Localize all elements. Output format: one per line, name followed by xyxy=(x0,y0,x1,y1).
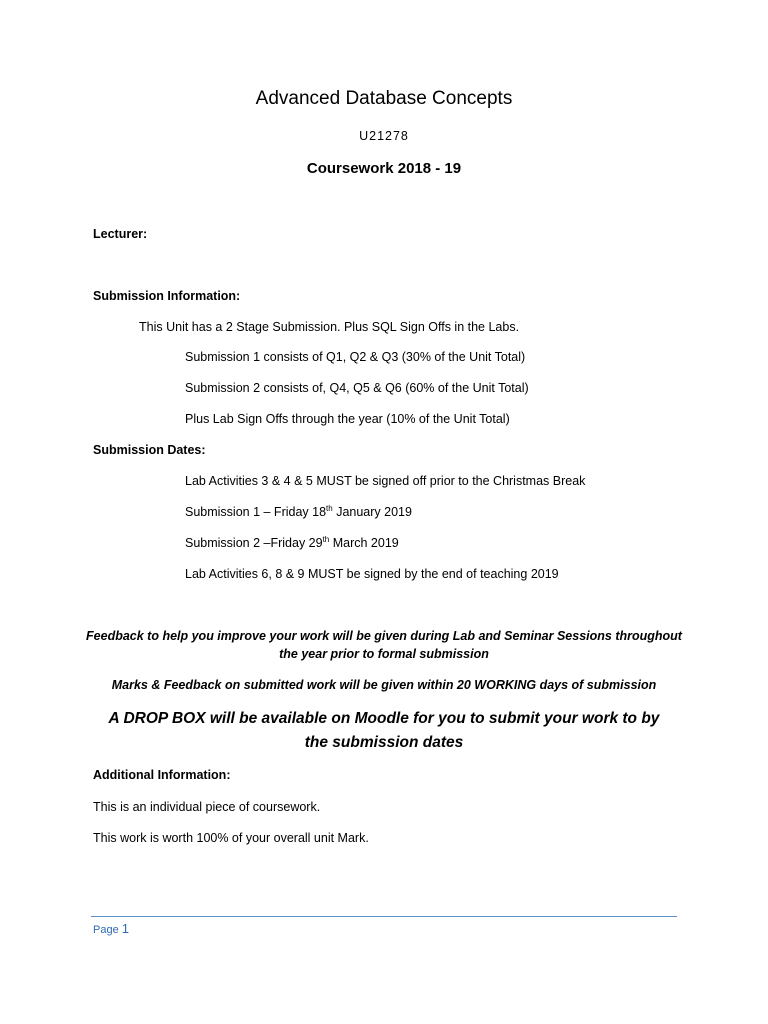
lab-activities-christmas: Lab Activities 3 & 4 & 5 MUST be signed off prior to the Christmas Break xyxy=(185,474,586,488)
lab-activities-end-teaching: Lab Activities 6, 8 & 9 MUST be signed by the end of teaching 2019 xyxy=(185,567,559,581)
submission-2-date-month: March 2019 xyxy=(329,536,399,550)
drop-box-line-2: the submission dates xyxy=(304,734,464,751)
additional-info-line-1: This is an individual piece of coursework. xyxy=(93,800,321,814)
lecturer-label: Lecturer: xyxy=(93,227,148,241)
drop-box-line-1: A DROP BOX will be available on Moodle for you to submit your work to by xyxy=(108,710,660,727)
footer-rule xyxy=(91,916,677,917)
submission-item-3: Plus Lab Sign Offs through the year (10% of the Unit Total) xyxy=(185,412,510,426)
submission-1-date-main: Submission 1 – Friday 18 xyxy=(185,505,327,519)
submission-item-1: Submission 1 consists of Q1, Q2 & Q3 (30% of the Unit Total) xyxy=(185,350,526,364)
submission-2-date-main: Submission 2 –Friday 29 xyxy=(185,536,323,550)
page-footer xyxy=(93,921,129,936)
feedback-line-1: Feedback to help you improve your work will be given during Lab and Seminar Sessions throughout xyxy=(86,629,682,643)
unit-code: U21278 xyxy=(359,129,409,143)
document-title: Advanced Database Concepts xyxy=(255,88,513,109)
submission-info-intro: This Unit has a 2 Stage Submission. Plus SQL Sign Offs in the Labs. xyxy=(139,320,520,334)
page-label: Page xyxy=(93,924,119,936)
submission-1-date xyxy=(185,505,412,519)
marks-feedback-note: Marks & Feedback on submitted work will be given within 20 WORKING days of submission xyxy=(111,678,657,692)
submission-2-date-suffix: th xyxy=(322,534,330,544)
page-number: 1 xyxy=(121,921,129,936)
submission-2-date xyxy=(185,536,399,550)
coursework-year: Coursework 2018 - 19 xyxy=(306,160,462,177)
submission-1-date-suffix: th xyxy=(326,503,333,513)
feedback-line-2: the year prior to formal submission xyxy=(279,647,489,661)
submission-1-date-month: January 2019 xyxy=(332,505,412,519)
additional-info-line-2: This work is worth 100% of your overall unit Mark. xyxy=(93,831,369,845)
submission-item-2: Submission 2 consists of, Q4, Q5 & Q6 (60% of the Unit Total) xyxy=(185,381,529,395)
submission-dates-heading: Submission Dates: xyxy=(93,443,206,457)
submission-info-heading: Submission Information: xyxy=(93,289,241,303)
additional-info-heading: Additional Information: xyxy=(93,768,231,782)
